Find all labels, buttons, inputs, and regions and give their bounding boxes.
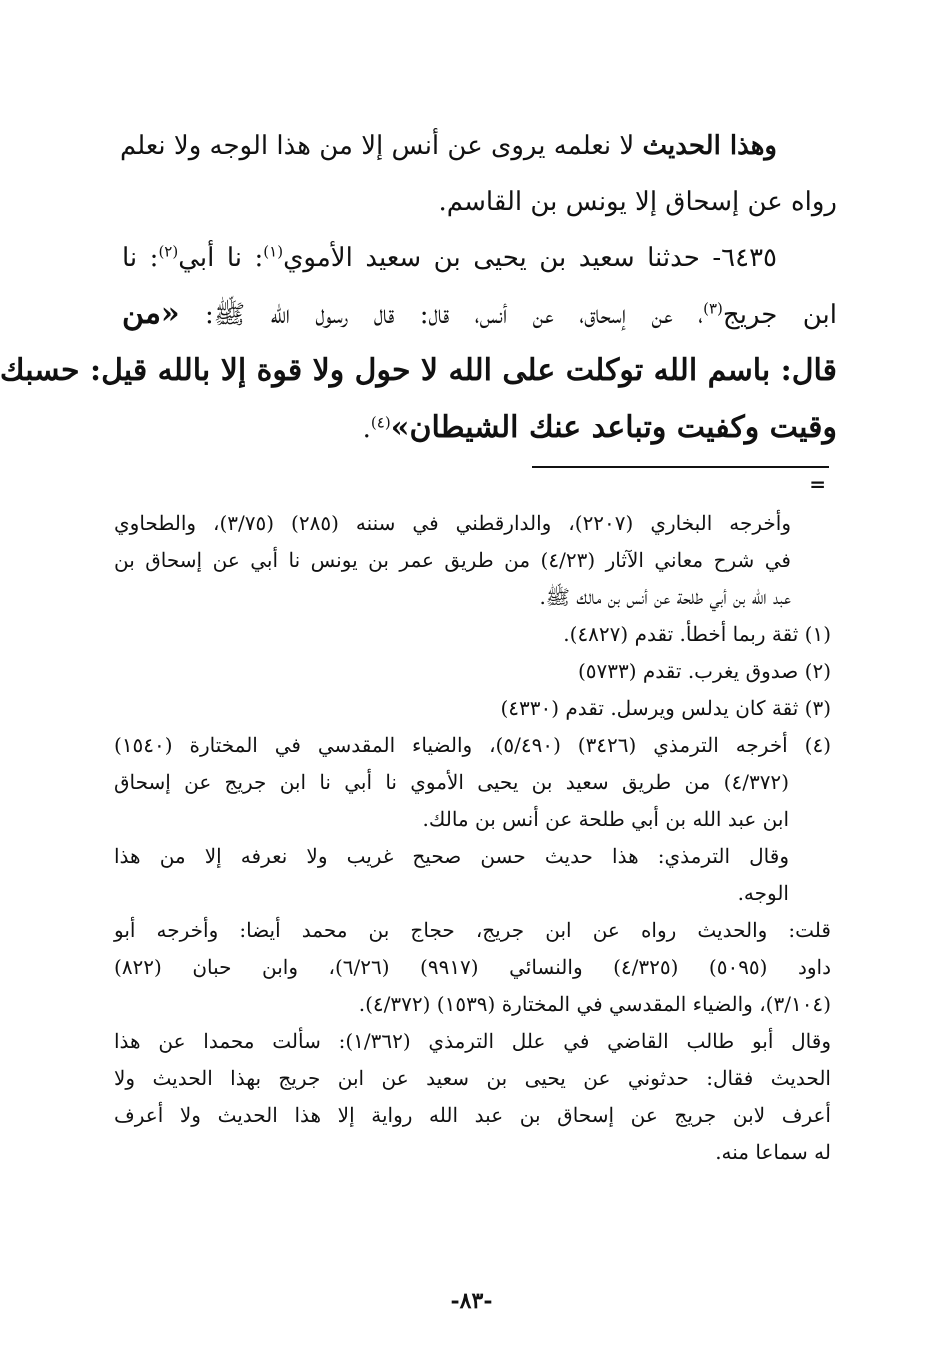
footnote-line: الوجه. (737, 881, 789, 905)
footnote-line: عبد الله بن أبي طلحة عن أنس بن مالك ﷺ. (539, 585, 791, 609)
footnote-line: وقال أبو طالب القاضي في علل الترمذي (١/٣٦٢): سألت محمدا عن هذا (114, 1029, 831, 1053)
main-line-4-text: ابن جريج (722, 300, 837, 330)
hadith-6435-mid: : نا أبي (178, 243, 264, 273)
main-line-1-text: لا نعلمه يروى عن أنس إلا من هذا الوجه ولا نعلم (119, 131, 635, 161)
matn-line-6: وقيت وكفيت وتباعد عنك الشيطان» (390, 410, 837, 445)
footnote-4: (٤) أخرجه الترمذي (٣٤٢٦) (٥/٤٩٠)، والضياء المقدسي في المختارة (١٥٤٠) (114, 733, 831, 757)
main-line-5 (0, 343, 837, 400)
book-page (2, 0, 941, 1371)
footnote-line: الحديث فقال: حدثوني عن يحيى بن سعيد عن ابن جريج بهذا الحديث ولا (114, 1066, 831, 1090)
footnote-2: (٢) صدوق يغرب. تقدم (٥٧٣٣) (577, 659, 831, 683)
bold-phrase: وهذا الحديث (642, 131, 777, 161)
hadith-6435-line (122, 230, 837, 286)
footnote-line: (٣/١٠٤)، والضياء المقدسي في المختارة (١٥٣٩) (٤/٣٧٢). (358, 992, 831, 1016)
hadith-6435-text: ٦٤٣٥- حدثنا سعيد بن يحيى بن سعيد الأموي (283, 243, 778, 273)
footnote-line: ابن عبد الله بن أبي طلحة عن أنس بن مالك. (422, 807, 789, 831)
main-line-2-text: رواه عن إسحاق إلا يونس بن القاسم. (438, 187, 837, 217)
footnote-line: قلت: والحديث رواه عن ابن جريج، حجاج بن محمد أيضا: وأخرجه أبو (114, 918, 831, 942)
footnote-ref-1[interactable]: (١) (263, 242, 284, 261)
main-line-2 (122, 174, 837, 230)
footnotes (114, 505, 831, 1171)
main-line-6-end: . (362, 414, 371, 444)
footnote-1: (١) ثقة ربما أخطأ. تقدم (٤٨٢٧). (563, 622, 831, 646)
main-line-4-rest: ، عن إسحاق، عن أنس، قال: قال رسول الله ﷺ: (179, 300, 704, 330)
footnote-separator (532, 466, 829, 468)
main-text (0, 118, 837, 457)
footnote-ref-3[interactable]: (٣) (703, 299, 723, 318)
main-line-6 (122, 400, 837, 457)
footnote-line: (٤/٣٧٢) من طريق سعيد بن يحيى الأموي نا أبي نا ابن جريج عن إسحاق (114, 770, 789, 794)
main-line-4 (122, 286, 837, 343)
footnote-ref-2[interactable]: (٢) (158, 242, 179, 261)
hadith-6435-end: : نا (122, 243, 159, 273)
footnote-line: وقال الترمذي: هذا حديث حسن صحيح غريب ولا نعرفه إلا من هذا (114, 844, 789, 868)
page-number: -٨٣- (450, 1288, 493, 1314)
footnote-ref-4[interactable]: (٤) (370, 413, 391, 432)
footnote-line: داود (٥٠٩٥) (٤/٣٢٥) والنسائي (٩٩١٧) (٦/٢٦)، وابن حبان (٨٢٢) (114, 955, 831, 979)
main-line-1 (119, 118, 837, 174)
footnote-line: أعرف لابن جريج عن إسحاق بن عبد الله رواية إلا هذا الحديث ولا أعرف (114, 1103, 831, 1127)
footnote-line: وأخرجه البخاري (٢٢٠٧)، والدارقطني في سننه (٢٨٥) (٣/٧٥)، والطحاوي (114, 511, 792, 535)
matn-line-5: قال: باسم الله توكلت على الله لا حول ولا قوة إلا بالله قيل: حسبك (0, 353, 837, 388)
matn-start: «من (122, 296, 180, 331)
footnote-3: (٣) ثقة كان يدلس ويرسل. تقدم (٤٣٣٠) (500, 696, 831, 720)
footnote-line: له سماعا منه. (715, 1140, 831, 1164)
footnote-line: في شرح معاني الآثار (٤/٢٣) من طريق عمر بن يونس نا أبي عن إسحاق بن (114, 548, 791, 572)
continuation-mark: = (809, 472, 826, 496)
